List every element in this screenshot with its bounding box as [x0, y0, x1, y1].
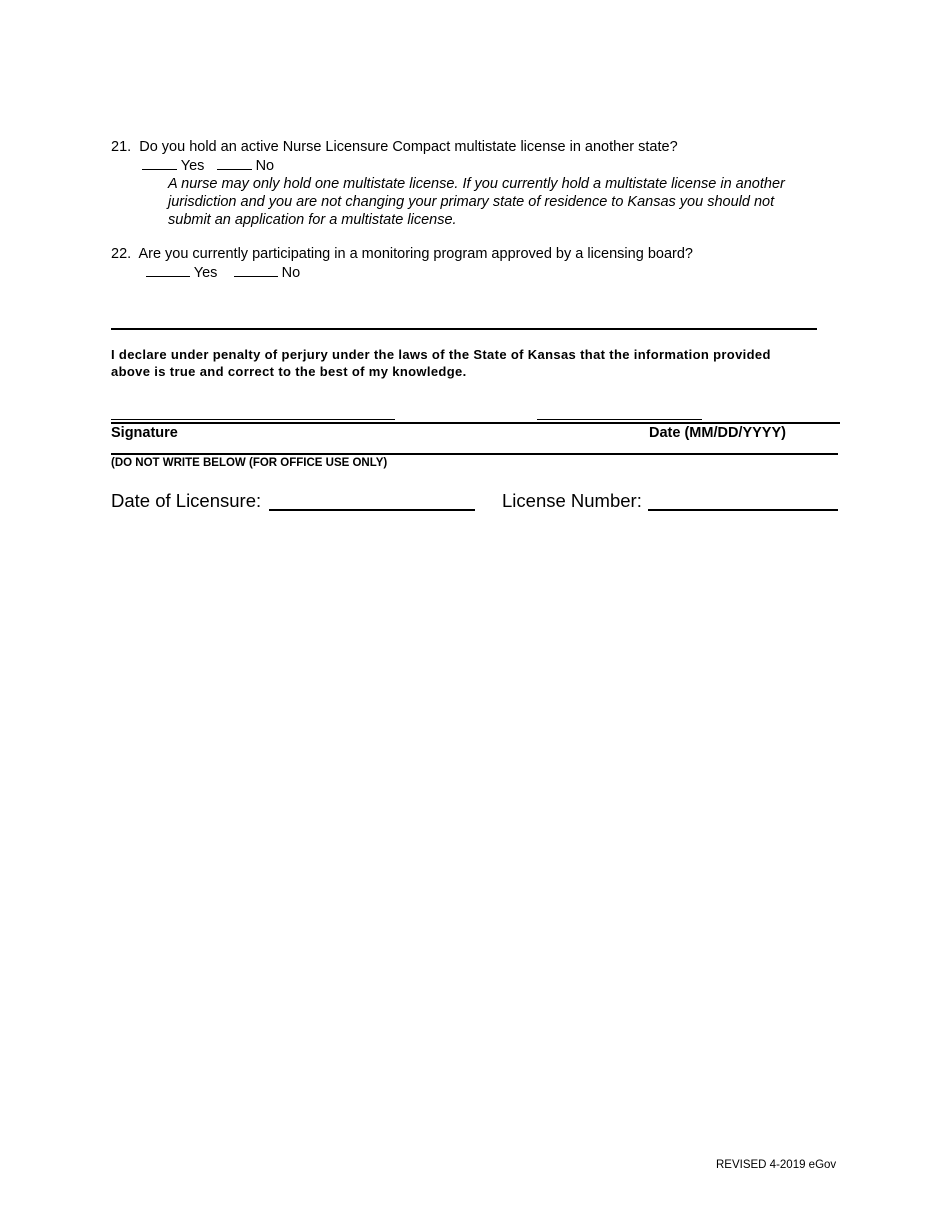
note-line: A nurse may only hold one multistate license. If you currently hold a multistate license in another: [168, 176, 785, 192]
declaration-line: above is true and correct to the best of my knowledge.: [111, 364, 467, 379]
signature-label: Signature: [111, 425, 178, 441]
note-line: jurisdiction and you are not changing your primary state of residence to Kansas you should not: [168, 194, 775, 210]
question-number: 21.: [111, 139, 132, 155]
signature-rule: [111, 422, 840, 424]
date-of-licensure-field[interactable]: [269, 509, 475, 511]
multistate-note: [168, 175, 785, 229]
no-answer-blank[interactable]: [234, 264, 278, 277]
question-text: Do you hold an active Nurse Licensure Compact multistate license in another state?: [139, 139, 678, 155]
yes-label: Yes: [193, 265, 218, 281]
note-line: submit an application for a multistate license.: [168, 212, 457, 228]
yes-answer-blank[interactable]: [142, 157, 177, 170]
office-use-rule: [111, 453, 838, 455]
question-21: [111, 139, 678, 155]
perjury-declaration: [111, 346, 771, 380]
no-answer-blank[interactable]: [217, 157, 252, 170]
date-label: Date (MM/DD/YYYY): [649, 425, 786, 441]
declaration-line: I declare under penalty of perjury under the laws of the State of Kansas that the information provided: [111, 347, 771, 362]
no-label: No: [255, 158, 275, 174]
date-line[interactable]: [537, 419, 702, 420]
yes-answer-blank[interactable]: [146, 264, 190, 277]
signature-line[interactable]: [111, 419, 395, 420]
revision-footer: REVISED 4-2019 eGov: [716, 1159, 837, 1171]
question-22: [111, 246, 693, 262]
section-divider: [111, 328, 817, 330]
question-21-answers: [142, 157, 274, 174]
license-number-label: License Number:: [502, 490, 642, 511]
question-number: 22.: [111, 246, 132, 262]
license-number-field[interactable]: [648, 509, 838, 511]
office-use-notice: (DO NOT WRITE BELOW (FOR OFFICE USE ONLY): [111, 457, 388, 469]
question-text: Are you currently participating in a monitoring program approved by a licensing board?: [138, 246, 693, 262]
question-22-answers: [146, 264, 300, 281]
no-label: No: [281, 265, 301, 281]
yes-label: Yes: [180, 158, 205, 174]
date-of-licensure-label: Date of Licensure:: [111, 490, 262, 511]
